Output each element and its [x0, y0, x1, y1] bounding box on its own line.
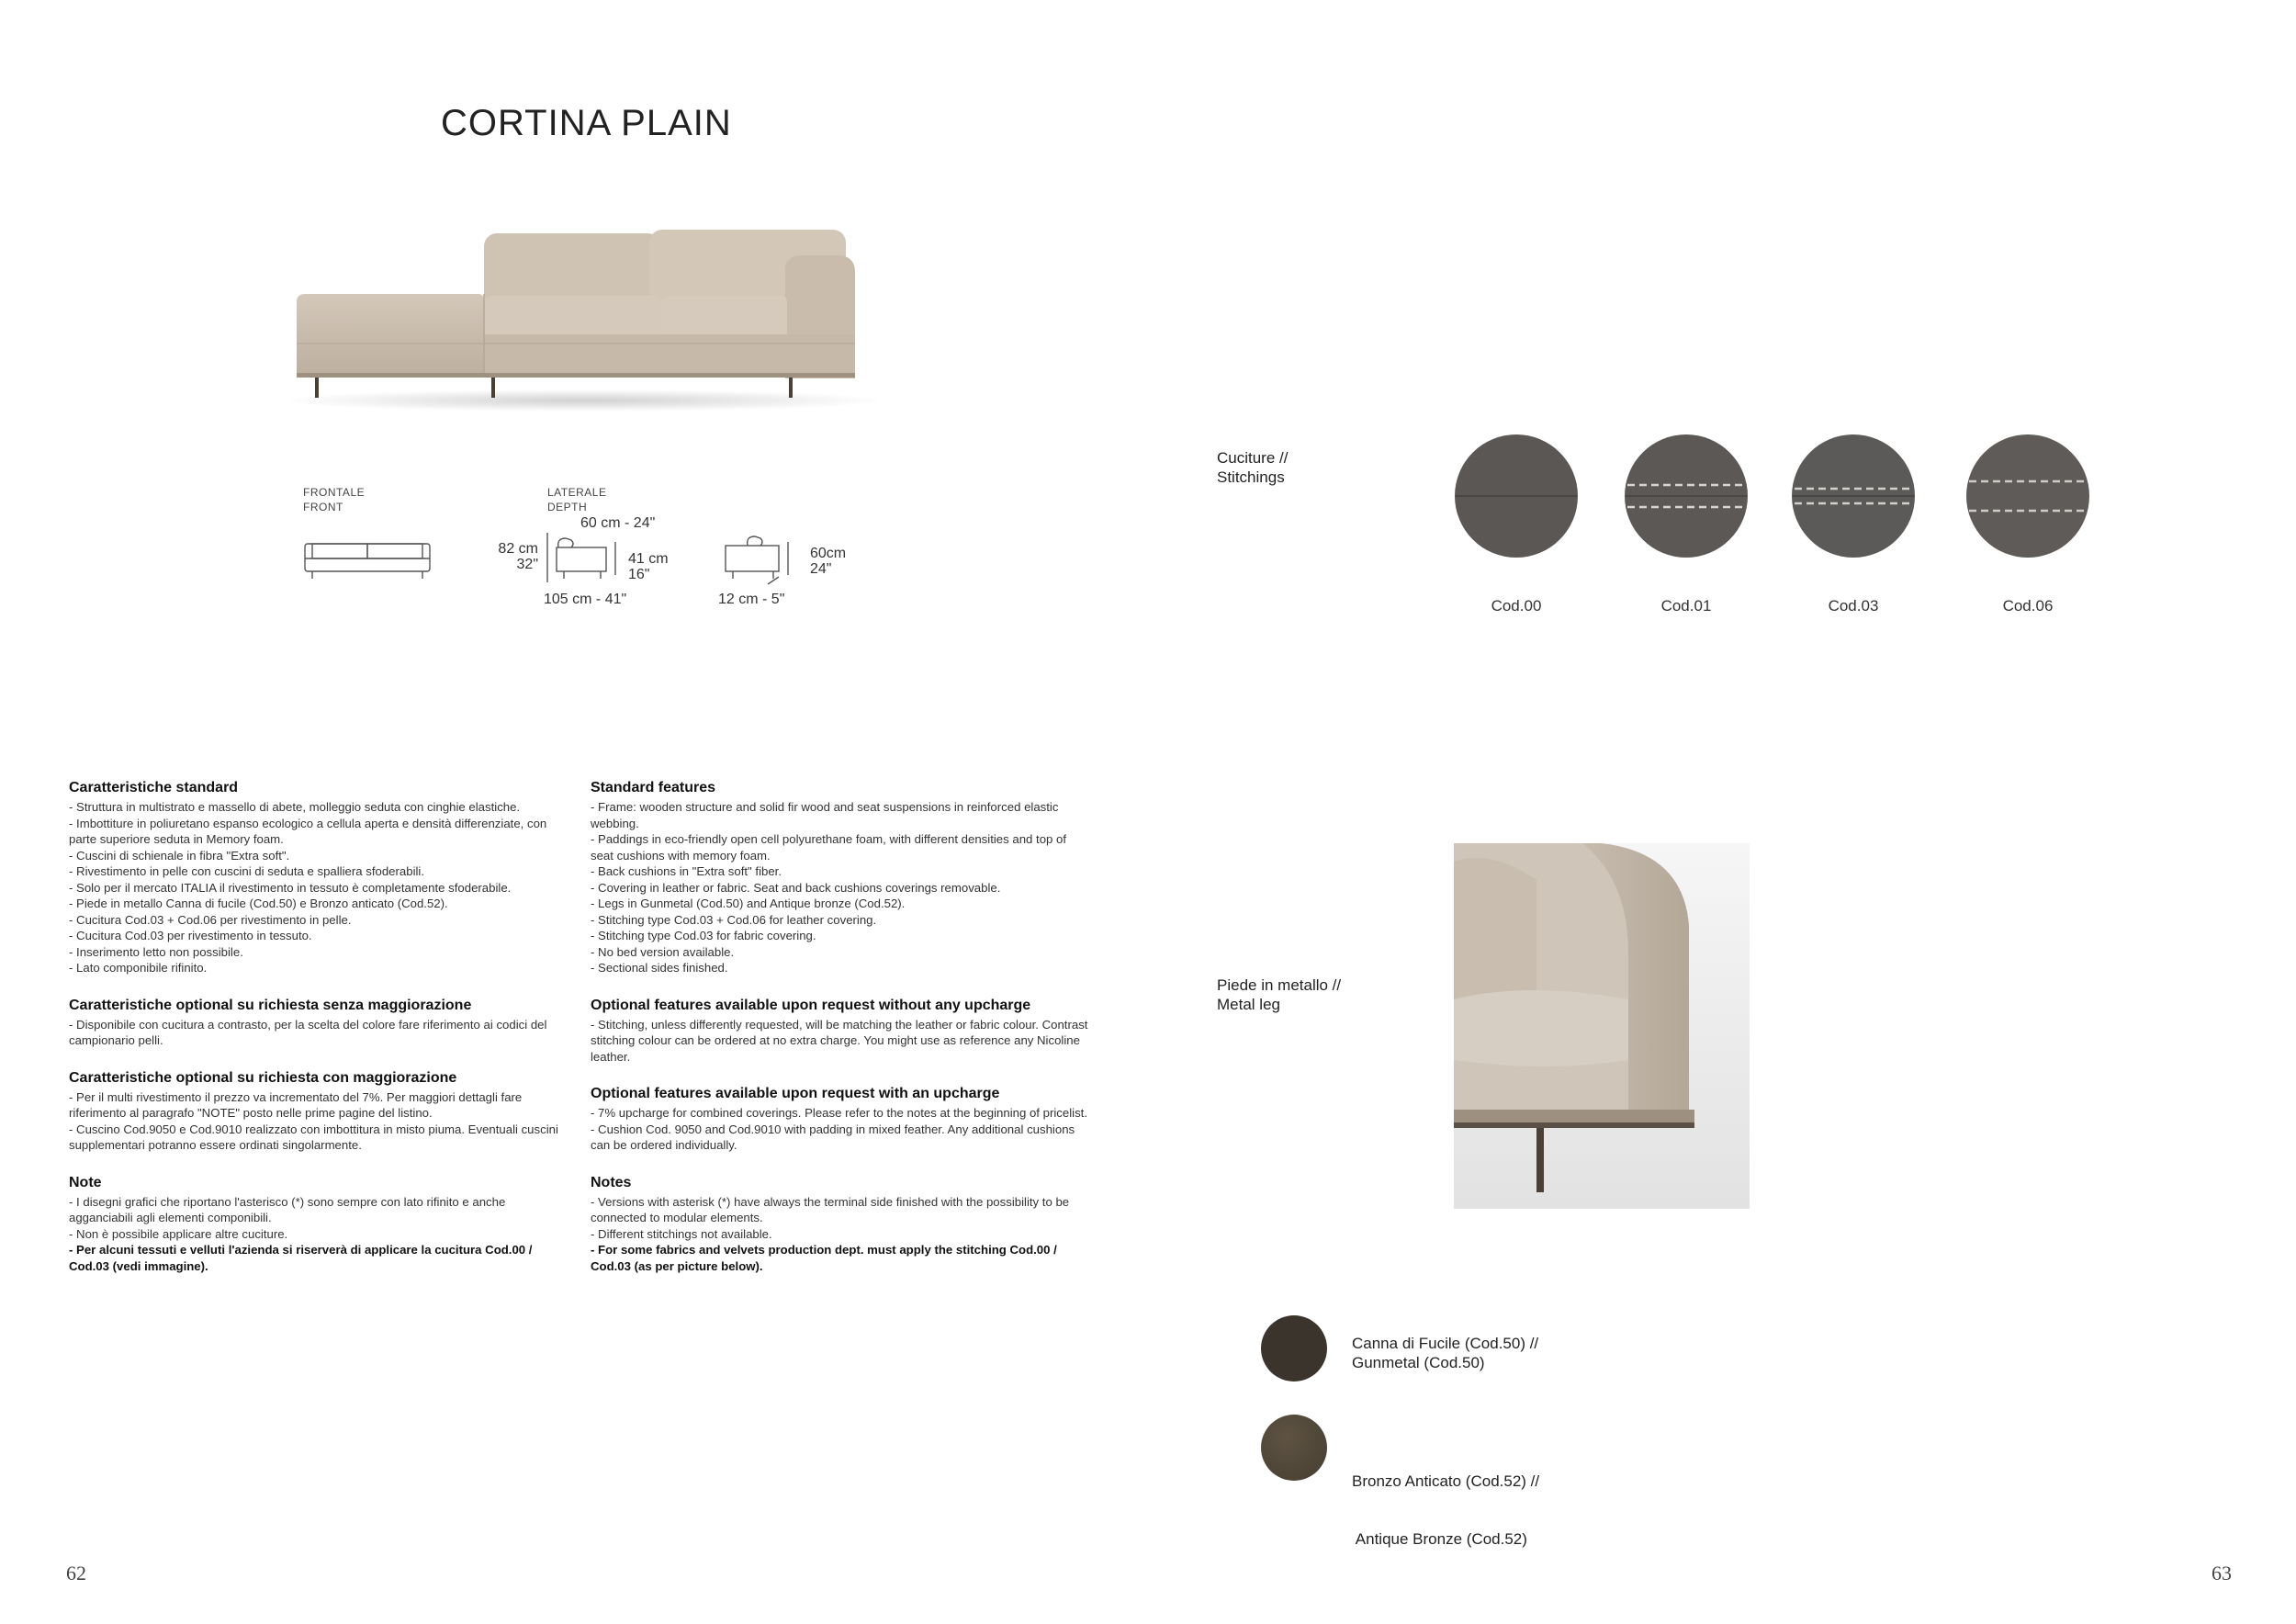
side-label: LATERALE DEPTH — [547, 486, 607, 513]
en-notes-text: - Versions with asterisk (*) have always the terminal side finished with the possibility to be connected to modular elements. - Different stitchings not available. — [591, 1194, 1070, 1241]
antique-bronze-label: Bronzo Anticato (Cod.52) // Antique Bronze (Cod.52) — [1352, 1472, 1540, 1548]
stitching-swatch-cod01 — [1624, 434, 1749, 558]
sofa-arm-detail-photo — [1454, 843, 1750, 1209]
it-optional-free-title: Caratteristiche optional su richiesta senza maggiorazione — [69, 997, 472, 1013]
en-notes-bold: - For some fabrics and velvets production dept. must apply the stitching Cod.00 / Cod.03 (as per picture below). — [591, 1243, 1057, 1273]
arm-view-drawing — [722, 533, 795, 588]
height-dimension: 82 cm 32" — [498, 541, 538, 572]
en-standard-text: - Frame: wooden structure and solid fir wood and seat suspensions in reinforced elastic webbing. - Paddings in eco-friendly open cell polyurethane foam, with different densities and top of seat cushions with memory foam. - Back cushions in "Extra soft" fiber. - Covering in leather or fabric. Seat and back cushions coverings removable. - Legs in Gunmetal (Cod.50) and Antique bronze (Cod.52). - Stitching type Cod.03 + Cod.06 for leather covering. - Stitching type Cod.03 for fabric covering. - No bed version available. - Sectional sides finished. — [591, 800, 1067, 975]
arm-height-dimension: 60cm 24" — [810, 546, 847, 577]
leg-dimension: 12 cm - 5" — [718, 592, 785, 607]
en-optional-paid-title: Optional features available upon request with an upcharge — [591, 1086, 1000, 1101]
side-view-drawing — [546, 533, 625, 586]
stitching-code: Cod.06 — [2002, 597, 2054, 615]
seat-height-dimension: 41 cm 16" — [628, 551, 669, 582]
stitching-swatch-image — [1965, 434, 2090, 558]
it-note-title: Note — [69, 1174, 102, 1190]
stitching-code: Cod.03 — [1828, 597, 1879, 615]
front-label: FRONTALE FRONT — [303, 486, 366, 513]
english-features-column — [591, 779, 1091, 1274]
front-view-drawing — [299, 540, 435, 582]
it-standard-title: Caratteristiche standard — [69, 780, 239, 795]
italian-features-column — [69, 779, 569, 1274]
stitching-swatch-image — [1454, 434, 1579, 558]
antique-bronze-finish-swatch — [1261, 1415, 1327, 1481]
stitching-swatch-cod06 — [1965, 434, 2090, 558]
en-notes-title: Notes — [591, 1174, 632, 1190]
it-standard-text: - Struttura in multistrato e massello di abete, molleggio seduta con cinghie elastiche. - Imbottiture in poliuretano espanso ecologico a cellula aperta e densità differenziate, con parte superiore seduta in Memory foam. - Cuscini di schienale in fibra "Extra soft". - Rivestimento in pelle con cuscini di seduta e spalliera sfoderabili. - Solo per il mercato ITALIA il rivestimento in tessuto è completamente sfoderabile. - Piede in metallo Canna di fucile (Cod.50) e Bronzo anticato (Cod.52). - Cucitura Cod.03 + Cod.06 per rivestimento in pelle. - Cucitura Cod.03 per rivestimento in tessuto. - Inserimento letto non possibile. - Lato componibile rifinito. — [69, 800, 547, 975]
stitching-swatch-cod00 — [1454, 434, 1579, 558]
metal-leg-label: Piede in metallo // Metal leg — [1217, 976, 1342, 1013]
sofa-photo — [289, 220, 877, 413]
gunmetal-label: Canna di Fucile (Cod.50) // Gunmetal (Cod.50) — [1352, 1335, 1539, 1371]
it-optional-paid-text: - Per il multi rivestimento il prezzo va incrementato del 7%. Per maggiori dettagli fare riferimento al paragrafo "NOTE" posto nelle prime pagine del listino. - Cuscino Cod.9050 e Cod.9010 realizzato con imbottitura in misto piuma. Eventuali cuscini supplementari potranno essere ordinati singolarmente. — [69, 1089, 558, 1152]
en-standard-title: Standard features — [591, 780, 716, 795]
stitching-code: Cod.01 — [1660, 597, 1712, 615]
en-optional-free-text: - Stitching, unless differently requested, will be matching the leather or fabric colour. Contrast stitching colour can be ordered at no extra charge. You might use as reference any Nicoline leather. — [591, 1017, 1088, 1064]
depth-dimension: 105 cm - 41" — [544, 592, 627, 607]
it-optional-paid-title: Caratteristiche optional su richiesta con maggiorazione — [69, 1069, 457, 1086]
stitching-swatch-image — [1624, 434, 1749, 558]
stitching-swatch-image — [1791, 434, 1916, 558]
en-optional-free-title: Optional features available upon request without any upcharge — [591, 997, 1031, 1013]
stitching-label: Cuciture // Stitchings — [1217, 449, 1289, 486]
seat-depth-dimension: 60 cm - 24" — [580, 515, 656, 531]
stitching-swatch-cod03 — [1791, 434, 1916, 558]
it-note-bold: - Per alcuni tessuti e velluti l'azienda si riserverà di applicare la cucitura Cod.00 / Cod.03 (vedi immagine). — [69, 1243, 533, 1273]
it-optional-free-text: - Disponibile con cucitura a contrasto, per la scelta del colore fare riferimento ai codici del campionario pelli. — [69, 1017, 547, 1047]
page-number-left: 62 — [66, 1562, 86, 1585]
it-note-text: - I disegni grafici che riportano l'asterisco (*) sono sempre con lato rifinito e anche agganciabili agli elementi componibili. - Non è possibile applicare altre cuciture. — [69, 1194, 506, 1241]
gunmetal-finish-swatch — [1261, 1315, 1327, 1382]
en-optional-paid-text: - 7% upcharge for combined coverings. Please refer to the notes at the beginning of pricelist. - Cushion Cod. 9050 and Cod.9010 with padding in mixed feather. Any additional cushions can be ordered individually. — [591, 1106, 1087, 1152]
product-title: CORTINA PLAIN — [441, 103, 732, 143]
stitching-code: Cod.00 — [1491, 597, 1542, 615]
page-number-right: 63 — [2212, 1562, 2232, 1585]
